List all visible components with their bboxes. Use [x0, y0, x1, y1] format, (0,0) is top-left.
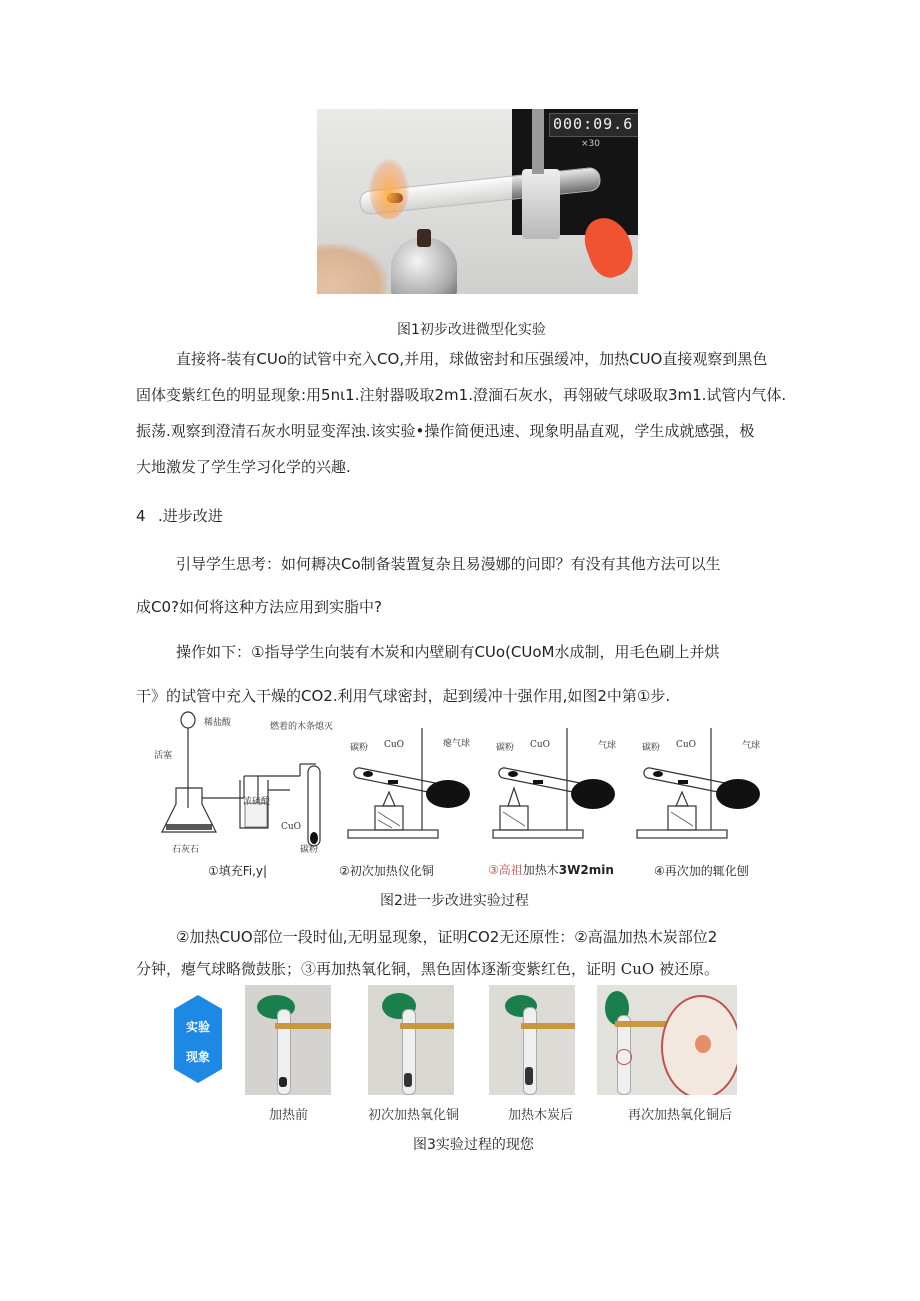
photo-before-heating: [245, 985, 331, 1095]
paragraph-1-line-1: 直接将-装有CUo的试管中充入CO,并用，球做密封和压强缓冲，加热CUO直接观察到黑色: [176, 350, 768, 368]
marker-circle: [616, 1049, 632, 1065]
label-panel3-cuo: CuO: [530, 740, 551, 750]
figure2-step3-bold: 3W2min: [558, 863, 614, 877]
figure2-step4-caption: ④再次加的辄化刨: [654, 864, 749, 878]
figure3-caption: 图3实验过程的现您: [413, 1137, 534, 1153]
paragraph-4-line-1: ②加热CUO部位一段时仙,无明显现象，证明CO2无还原性：②高温加热木炭部位2: [176, 928, 718, 946]
figure2-caption: 图2进一步改进实验过程: [380, 893, 529, 909]
label-carbon-1: 碳粉: [300, 845, 319, 855]
section-4-number: 4: [136, 507, 146, 525]
label-panel3-carbon: 碳粉: [496, 743, 515, 753]
label-panel2-cuo: CuO: [384, 740, 405, 750]
clamp-rod: [532, 109, 544, 174]
label-panel4-balloon: 气球: [742, 741, 761, 751]
label-panel4-carbon: 碳粉: [642, 743, 661, 753]
section-4-title: .进步改进: [158, 507, 223, 525]
label-h2so4: 浓硫酸: [243, 797, 271, 807]
photo-label-4: 再次加热氧化铜后: [628, 1108, 733, 1123]
photo-second-heating: [597, 985, 737, 1095]
paragraph-3-line-2: 干》的试管中充入干燥的CO2.利用气球密封，起到缓冲十强作用,如图2中第①步.: [136, 687, 671, 705]
paragraph-2-line-2: 成C0?如何将这种方法应用到实脂中?: [136, 598, 382, 616]
flame: [369, 159, 409, 219]
label-cuo-1: CuO: [281, 822, 302, 832]
clamp: [400, 1023, 454, 1029]
figure1-photo: [317, 109, 638, 294]
figure1-caption: 图1初步改进微型化实验: [397, 322, 546, 338]
badge-line-1: 实验: [186, 1020, 211, 1034]
paragraph-4-line-2: 分钟，瘪气球略微鼓胀；③再加热氧化铜，黑色固体逐渐变紫红色，证明 CuO 被还原。: [136, 960, 719, 978]
photo-label-3: 加热木炭后: [508, 1108, 574, 1123]
copper-spot: [695, 1035, 711, 1053]
photo-label-1: 加热前: [269, 1108, 309, 1123]
carbon: [404, 1073, 412, 1087]
clamp: [521, 1023, 575, 1029]
paragraph-2-line-1: 引导学生思考：如何耨决Co制备装置复杂且易漫娜的问即？有没有其他方法可以生: [176, 555, 721, 573]
label-stopcock: 活塞: [154, 751, 173, 761]
label-limestone: 石灰石: [172, 845, 200, 855]
label-panel3-balloon: 气球: [598, 741, 617, 751]
figure2-step1-caption: ①填充Fi,y|: [208, 864, 268, 878]
paragraph-1-line-2: 固体变紫红色的明显现象:用5nι1.注射器吸取2m1.澄湎石灰水，再翎破气球吸取3m1.试管内气体.: [136, 386, 787, 404]
hand: [317, 244, 387, 294]
label-panel2-balloon: 瘪气球: [443, 739, 471, 749]
paragraph-3-line-1: 操作如下：①指导学生向装有木炭和内壁刷有CUo(CUoM水成制，用毛色刷上并烘: [176, 643, 720, 661]
paragraph-1-line-3: 振荡.观察到澄清石灰水明显变浑浊.该实验•操作简便迅速、现象明晶直观，学生成就感强，极: [136, 422, 755, 440]
figure2-step3-mid: 加热木: [522, 863, 559, 877]
timer-sub: ×30: [581, 139, 600, 149]
figure2-step3-red: ③高祖: [488, 863, 523, 877]
carbon: [279, 1077, 287, 1087]
clamp: [275, 1023, 331, 1029]
label-panel4-cuo: CuO: [676, 740, 697, 750]
label-panel2-carbon: 碳粉: [350, 743, 369, 753]
label-hcl: 稀盐酸: [204, 718, 232, 728]
photo-first-heating: [368, 985, 454, 1095]
photo-label-2: 初次加热氧化铜: [368, 1108, 460, 1123]
paragraph-1-line-4: 大地激发了学生学习化学的兴趣.: [136, 458, 351, 476]
lamp-wick: [417, 229, 431, 247]
photo-after-carbon-heating: [489, 985, 575, 1095]
label-burning-stick: 燃着的木条熄灭: [270, 722, 334, 732]
carbon: [525, 1067, 533, 1085]
figure2-step3-caption: [488, 861, 614, 878]
clamp: [522, 169, 560, 239]
figure2-diagram: [140, 708, 785, 860]
badge-line-2: 现象: [186, 1050, 211, 1064]
experiment-badge: [172, 993, 224, 1085]
figure2-step2-caption: ②初次加热仪化铜: [339, 864, 434, 878]
timer-text: 000:09.6: [553, 115, 634, 133]
